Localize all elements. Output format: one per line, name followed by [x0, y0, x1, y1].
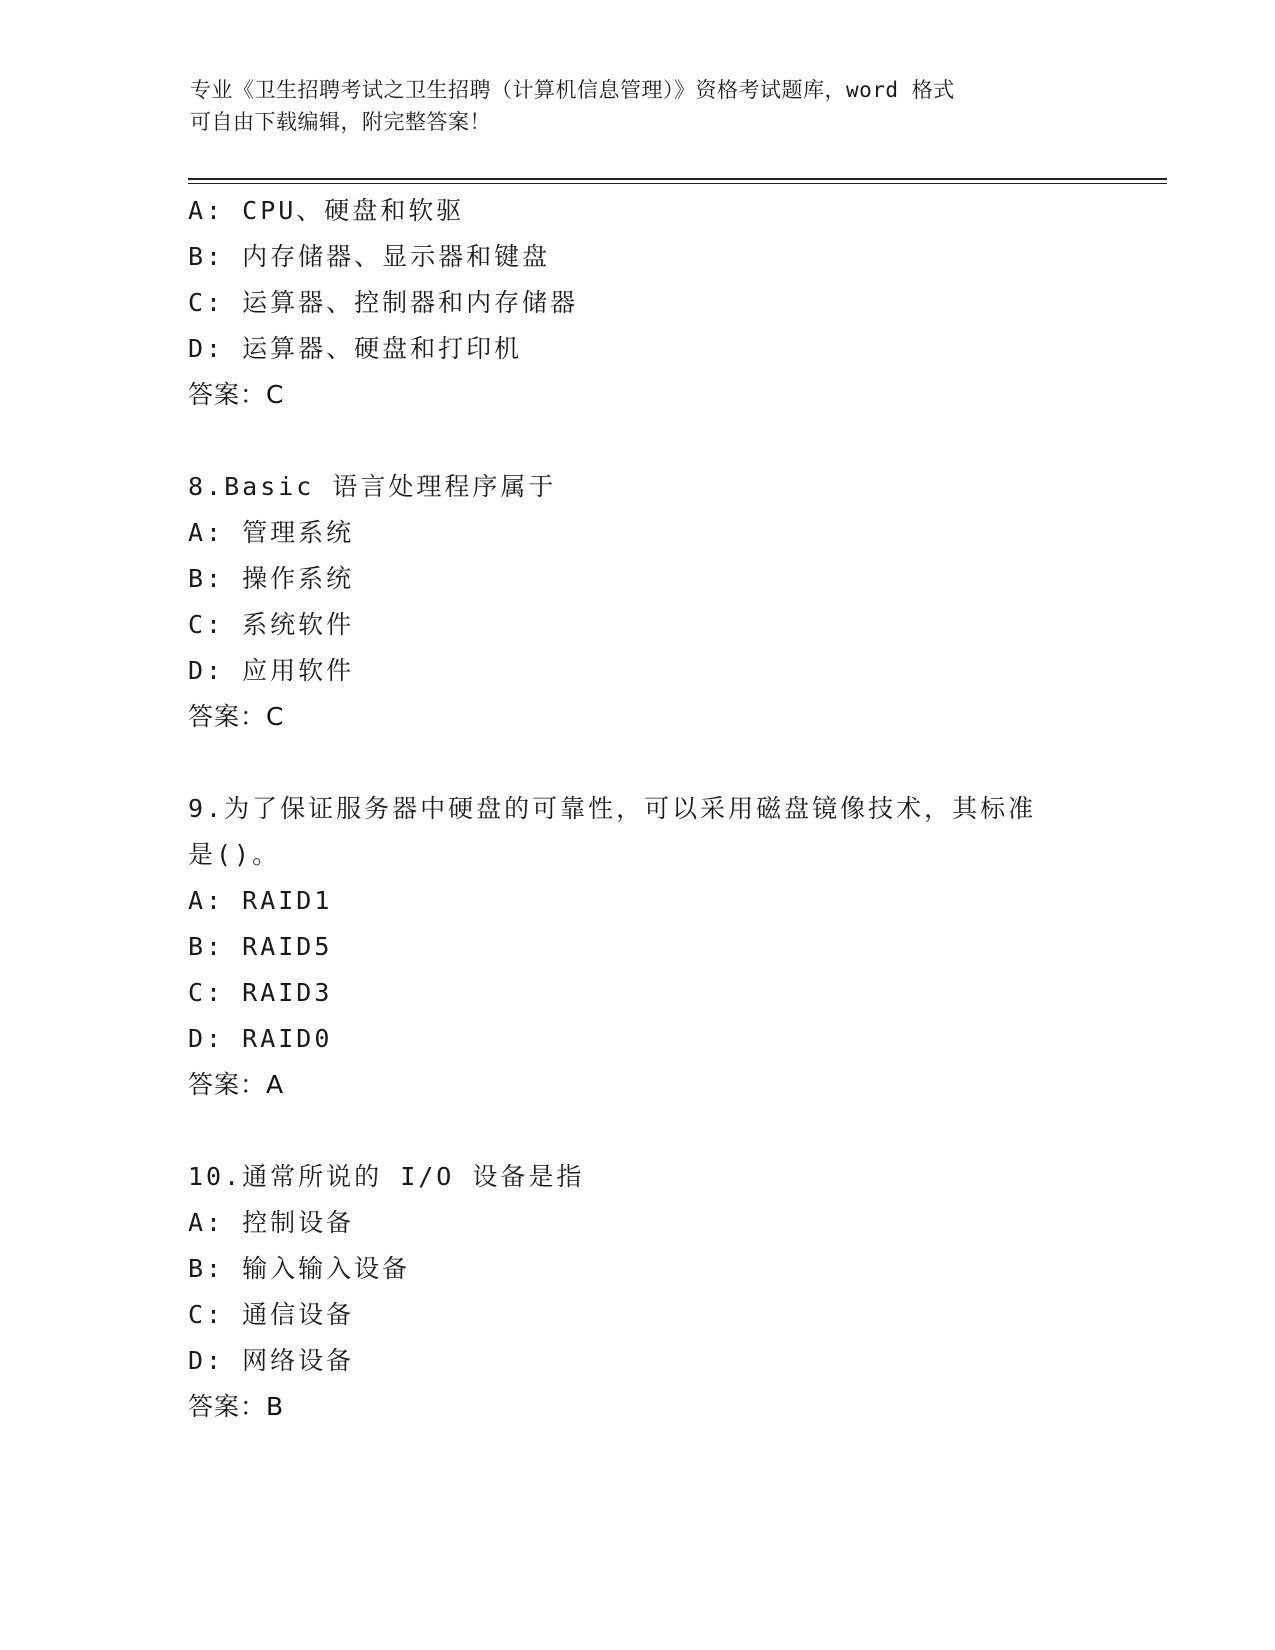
answer: 答案：C: [188, 702, 285, 731]
option-b: B: 输入输入设备: [188, 1254, 411, 1283]
option-b: B: RAID5: [188, 932, 333, 961]
option-d: D: 应用软件: [188, 656, 355, 685]
spacer: [188, 418, 1128, 464]
question-stem: 8.Basic 语言处理程序属于: [188, 472, 557, 501]
answer: 答案：A: [188, 1070, 285, 1099]
question-list: [188, 188, 1128, 1430]
question-stem: 10.通常所说的 I/O 设备是指: [188, 1162, 585, 1191]
option-c: C: 系统软件: [188, 610, 355, 639]
question-9: [188, 786, 1128, 1108]
spacer: [188, 1108, 1128, 1154]
question-8: [188, 464, 1128, 740]
option-d: D: 运算器、硬盘和打印机: [188, 334, 523, 363]
option-d: D: RAID0: [188, 1024, 333, 1053]
header-line-1: 专业《卫生招聘考试之卫生招聘（计算机信息管理）》资格考试题库，word 格式: [190, 78, 955, 102]
answer: 答案：B: [188, 1392, 285, 1421]
option-a: A: RAID1: [188, 886, 333, 915]
question-stem-line-1: 9.为了保证服务器中硬盘的可靠性，可以采用磁盘镜像技术，其标准: [188, 794, 1037, 823]
question-stem-line-2: 是()。: [188, 840, 281, 869]
option-a: A: CPU、硬盘和软驱: [188, 196, 465, 225]
header-line-2: 可自由下载编辑，附完整答案！: [190, 110, 491, 134]
question-7: [188, 188, 1128, 418]
option-d: D: 网络设备: [188, 1346, 355, 1375]
header-divider-thin: [188, 183, 1167, 184]
spacer: [188, 740, 1128, 786]
option-c: C: 通信设备: [188, 1300, 355, 1329]
option-c: C: RAID3: [188, 978, 333, 1007]
question-10: [188, 1154, 1128, 1430]
document-header: [190, 74, 1090, 138]
option-a: A: 控制设备: [188, 1208, 355, 1237]
option-c: C: 运算器、控制器和内存储器: [188, 288, 579, 317]
option-b: B: 操作系统: [188, 564, 355, 593]
option-b: B: 内存储器、显示器和键盘: [188, 242, 551, 271]
option-a: A: 管理系统: [188, 518, 355, 547]
header-divider-thick: [188, 178, 1167, 180]
answer: 答案：C: [188, 380, 285, 409]
